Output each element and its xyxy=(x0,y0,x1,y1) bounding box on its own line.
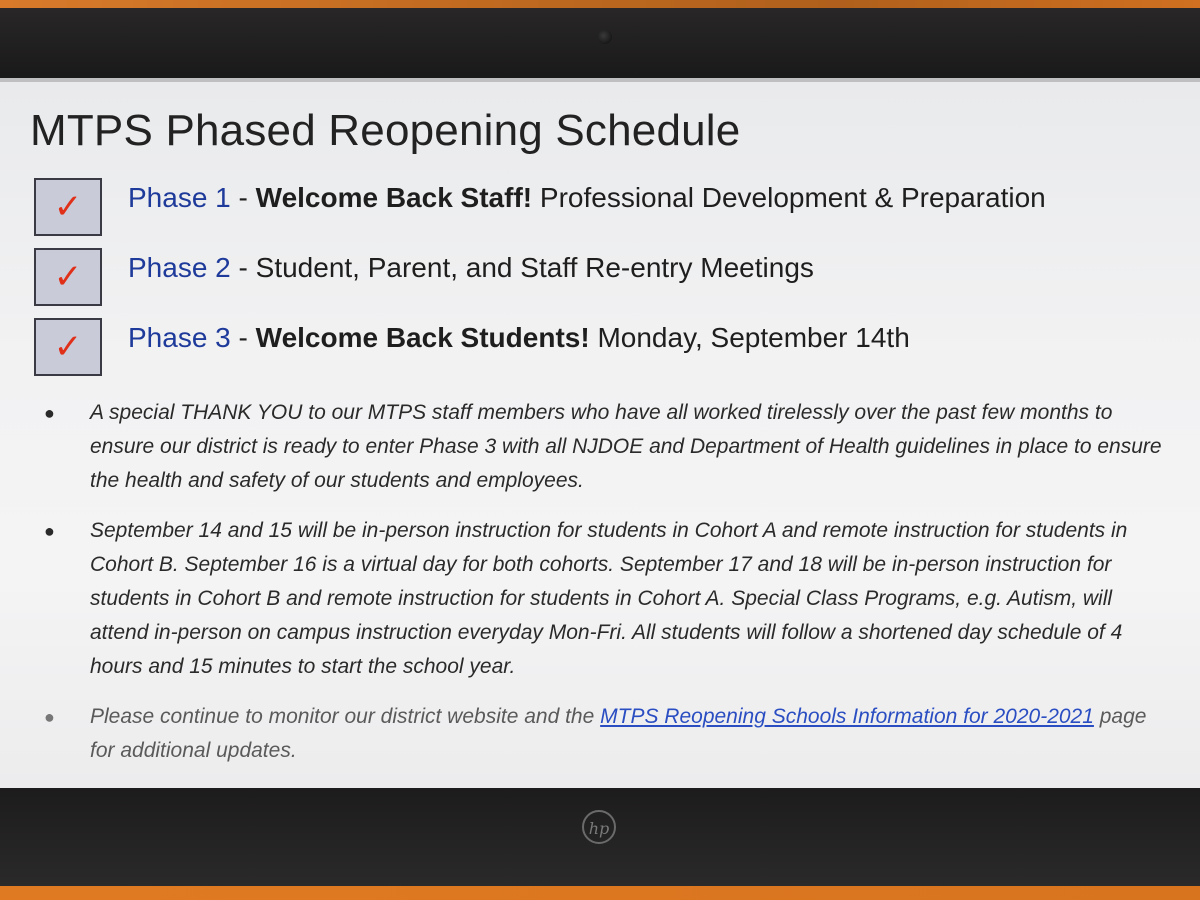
hp-logo-icon: hp xyxy=(582,810,616,844)
webcam-icon xyxy=(598,30,612,44)
check-mark-icon: ✓ xyxy=(53,187,83,227)
phase-row-2 xyxy=(34,248,814,310)
phase-text xyxy=(128,252,814,284)
background-surface-top xyxy=(0,0,1200,8)
bullet-icon: ● xyxy=(44,403,55,423)
phase-text xyxy=(128,182,1046,214)
checkbox-checked-icon xyxy=(34,318,102,376)
phase-bold-text: Welcome Back Students! xyxy=(255,322,590,353)
phase-label: Phase 2 xyxy=(128,252,231,283)
phase-rest-text: Monday, September 14th xyxy=(589,322,910,353)
screen-edge xyxy=(0,78,1200,82)
laptop-screen xyxy=(0,78,1200,790)
phase-separator: - xyxy=(230,182,256,213)
bullet-text: September 14 and 15 will be in-person instruction for students in Cohort A and remote instruction for students in Cohort B. September 16 is a virtual day for both cohorts. September 17 and 18 will be in-person instruction for students in Cohort B and remote instruction for students in Cohort A. Special Class Programs, e.g. Autism, will attend in-person on campus instruction everyday Mon-Fri. All students will follow a shortened day schedule of 4 hours and 15 minutes to start the school year. xyxy=(90,519,1128,678)
page-title: MTPS Phased Reopening Schedule xyxy=(30,106,741,155)
check-mark-icon: ✓ xyxy=(53,327,83,367)
phase-separator: - xyxy=(230,322,256,353)
bullet-text-after: page for additional updates. xyxy=(90,705,1147,762)
phase-text xyxy=(128,322,910,354)
bullet-text-before: Please continue to monitor our district website and the xyxy=(90,705,601,728)
phase-rest-text: Professional Development & Preparation xyxy=(532,182,1046,213)
list-item xyxy=(36,514,1176,684)
phase-bold-text: Welcome Back Staff! xyxy=(255,182,533,213)
phase-row-3 xyxy=(34,318,910,380)
checkbox-checked-icon xyxy=(34,178,102,236)
bullet-list xyxy=(36,396,1176,784)
phase-rest-text: Student, Parent, and Staff Re-entry Meetings xyxy=(255,252,814,283)
bullet-icon: ● xyxy=(44,521,55,541)
checkbox-checked-icon xyxy=(34,248,102,306)
bullet-text: A special THANK YOU to our MTPS staff members who have all worked tirelessly over the past few months to ensure our district is ready to enter Phase 3 with all NJDOE and Department of Health guidelines in place to ensure the health and safety of our students and employees. xyxy=(90,401,1162,492)
reopening-info-link[interactable]: MTPS Reopening Schools Information for 2020-2021 xyxy=(600,705,1094,728)
list-item xyxy=(36,396,1176,498)
list-item xyxy=(36,700,1176,768)
check-mark-icon: ✓ xyxy=(53,257,83,297)
phase-row-1 xyxy=(34,178,1046,240)
phase-separator: - xyxy=(230,252,256,283)
phase-label: Phase 3 xyxy=(128,322,231,353)
background-surface-bottom xyxy=(0,886,1200,900)
phase-label: Phase 1 xyxy=(128,182,231,213)
bullet-icon: ● xyxy=(44,707,55,727)
